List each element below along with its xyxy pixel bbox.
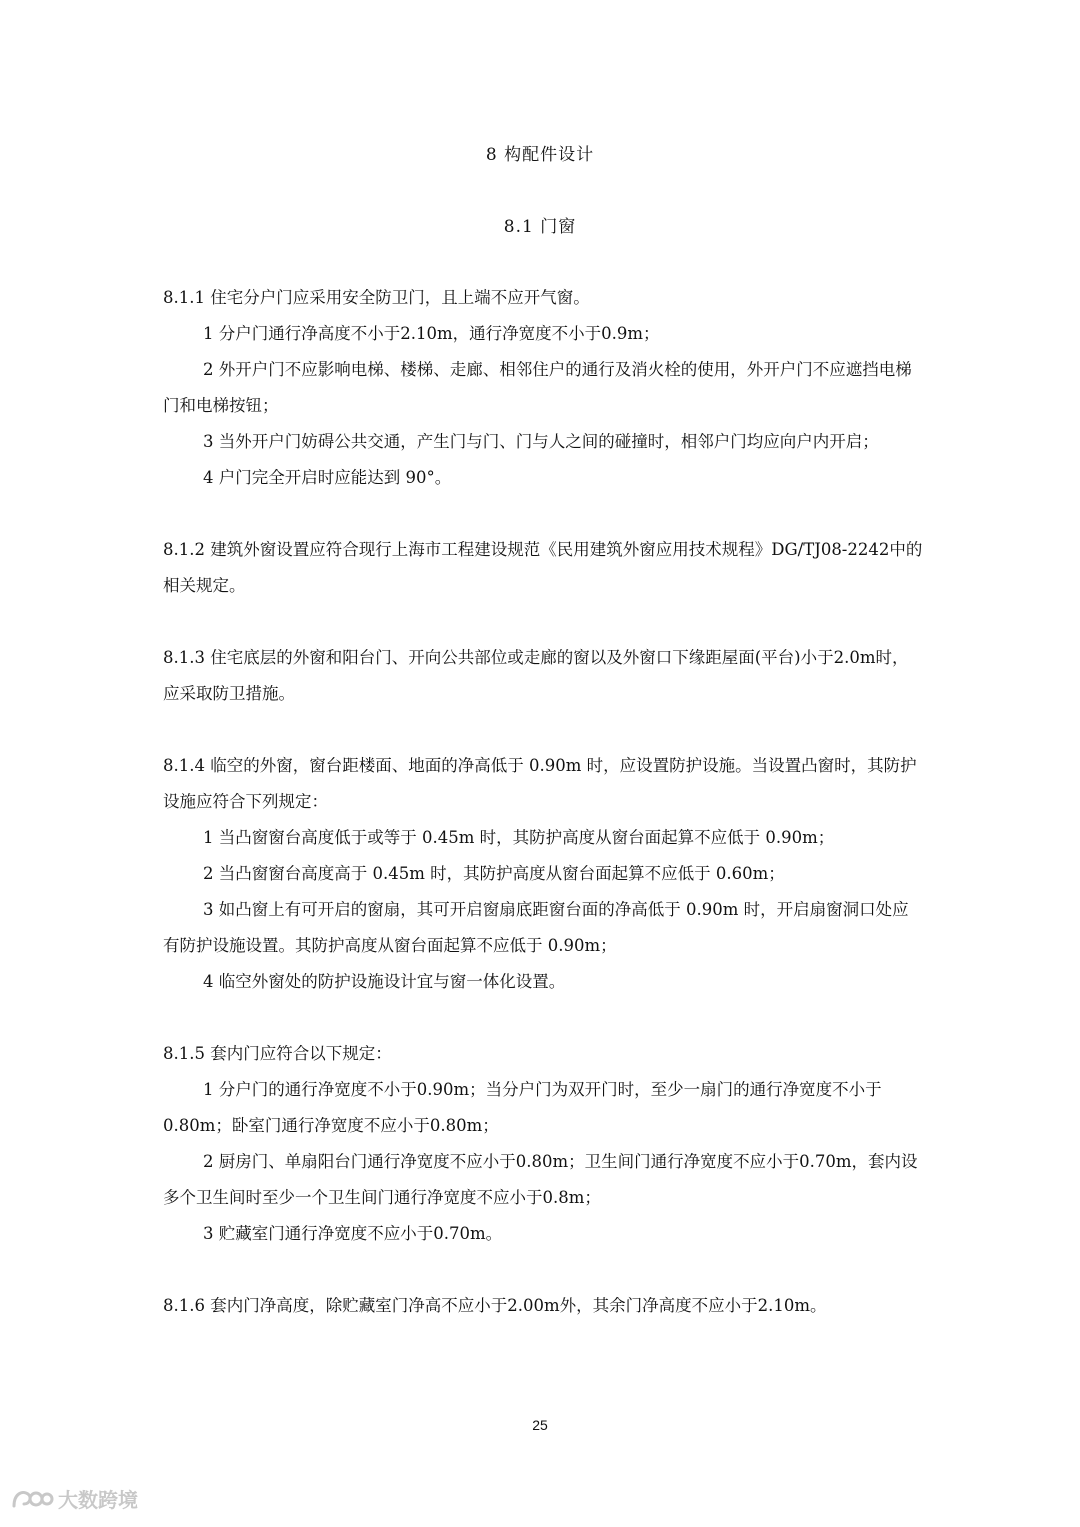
clause-item: 1 分户门通行净高度不小于2.10m，通行净宽度不小于0.9m； [203,324,660,343]
clause-item: 4 户门完全开启时应能达到 90°。 [203,468,452,487]
clause-8-1-3 [163,640,923,712]
clause-head: 8.1.1 住宅分户门应采用安全防卫门，且上端不应开气窗。 [163,288,590,307]
clause-item: 3 如凸窗上有可开启的窗扇，其可开启窗扇底距窗台面的净高低于 0.90m 时，开启扇窗洞口处应有防护设施设置。其防护高度从窗台面起算不应低于 0.90m； [163,900,909,955]
clause-8-1-6 [163,1288,923,1324]
clause-head: 8.1.3 住宅底层的外窗和阳台门、开向公共部位或走廊的窗以及外窗口下缘距屋面(平台)小于2.0m时，应采取防卫措施。 [163,648,909,703]
clause-item: 2 厨房门、单扇阳台门通行净宽度不应小于0.80m；卫生间门通行净宽度不应小于0.70m，套内设多个卫生间时至少一个卫生间门通行净宽度不应小于0.8m； [163,1152,918,1207]
clause-head: 8.1.4 临空的外窗，窗台距楼面、地面的净高低于 0.90m 时，应设置防护设施。当设置凸窗时，其防护设施应符合下列规定： [163,756,917,811]
brand-logo-icon [10,1486,54,1512]
clause-8-1-2 [163,532,923,604]
clause-head: 8.1.2 建筑外窗设置应符合现行上海市工程建设规范《民用建筑外窗应用技术规程》DG/TJ08-2242中的相关规定。 [163,540,923,595]
clause-item: 2 外开户门不应影响电梯、楼梯、走廊、相邻住户的通行及消火栓的使用，外开户门不应遮挡电梯门和电梯按钮； [163,360,912,415]
clause-item: 1 分户门的通行净宽度不小于0.90m；当分户门为双开门时，至少一扇门的通行净宽度不小于0.80m；卧室门通行净宽度不应小于0.80m； [163,1080,882,1135]
clause-8-1-4 [163,748,923,1000]
watermark [10,1484,138,1513]
clause-item: 2 当凸窗窗台高度高于 0.45m 时，其防护高度从窗台面起算不应低于 0.60m； [203,864,785,883]
clause-item: 4 临空外窗处的防护设施设计宜与窗一体化设置。 [203,972,566,991]
chapter-title: 8 构配件设计 [485,145,595,165]
clause-head: 8.1.6 套内门净高度，除贮藏室门净高不应小于2.00m外，其余门净高度不应小于2.10m。 [163,1296,827,1315]
clause-item: 3 当外开户门妨碍公共交通，产生门与门、门与人之间的碰撞时，相邻户门均应向户内开启； [203,432,879,451]
clause-head: 8.1.5 套内门应符合以下规定： [163,1044,392,1063]
section-title: 8.1 门窗 [503,217,577,237]
watermark-text: 大数跨境 [58,1488,138,1512]
clause-8-1-5 [163,1036,923,1252]
clause-8-1-1 [163,280,923,496]
clause-item: 1 当凸窗窗台高度低于或等于 0.45m 时，其防护高度从窗台面起算不应低于 0.90m； [203,828,835,847]
body-text [163,280,923,1360]
clause-item: 3 贮藏室门通行净宽度不应小于0.70m。 [203,1224,503,1243]
page-number: 25 [532,1417,548,1433]
